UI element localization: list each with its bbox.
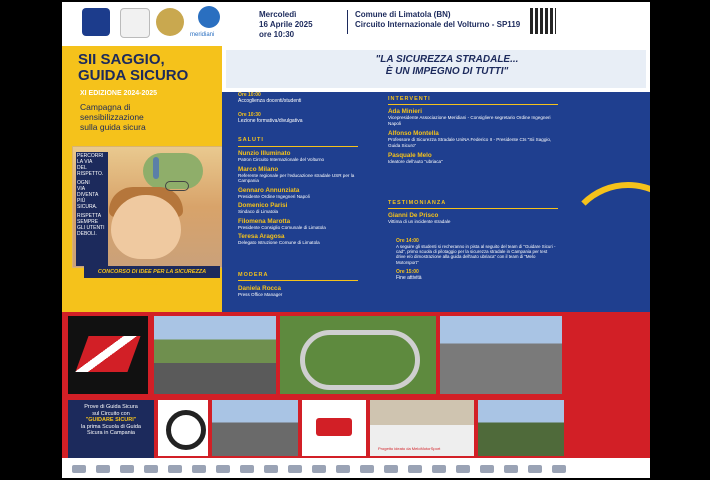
- headline-line1: "LA SICUREZZA STRADALE...: [375, 54, 519, 65]
- interventi-label: INTERVENTI: [388, 96, 431, 102]
- program-item-1: [238, 92, 358, 104]
- guidare-sicuri-box: [68, 400, 154, 458]
- circuit-logo-icon: [75, 336, 140, 372]
- intervento-person-1: [388, 108, 554, 126]
- program-item-2: [238, 112, 358, 124]
- campaign-line3: sulla guida sicura: [80, 122, 146, 132]
- modera-name: Daniela Rocca: [238, 285, 282, 292]
- modera-role: Press Office Manager: [238, 292, 283, 297]
- program-time-1: Ore 10:00: [238, 92, 261, 98]
- headline-quote: [292, 54, 602, 78]
- slogan1-line4: RISPETTO.: [77, 171, 104, 177]
- afternoon-item-2: [396, 269, 556, 281]
- saluti-person-1: [238, 150, 362, 163]
- venue-line1: Comune di Limatola (BN): [355, 10, 451, 19]
- program-desc-2: Lezione formativa/divulgativa: [238, 118, 303, 124]
- slogan3-line3: GLI UTENTI: [77, 225, 105, 231]
- steering-wheel-icon: [166, 410, 206, 450]
- saluti-role-2: Referente regionale per l'educazione stradale USR per la Campania: [238, 172, 355, 183]
- intervento-role-3: Ideatore dell'auto "ubriaca": [388, 159, 443, 164]
- photo-track-start: [154, 316, 276, 394]
- saluti-role-1: Patron Circuito Internazionale del Volturno: [238, 157, 325, 162]
- slogan1-line3: DEL: [77, 165, 87, 171]
- slogan3-line4: DEBOLI.: [77, 231, 97, 237]
- testimonianza-label: TESTIMONIANZA: [388, 200, 447, 206]
- modera-person: [238, 285, 282, 298]
- slogan2-line5: SICURA.: [77, 204, 98, 210]
- sponsor-logo-icon: [480, 465, 494, 473]
- slogan2-line1: OGNI: [77, 180, 90, 186]
- intervento-role-1: Vicepresidente Associazione Meridiani - Consigliere segretario Ordine Ingegneri Napoli: [388, 115, 551, 126]
- sponsor-footer: [62, 460, 650, 478]
- photo-aerial-track: [280, 316, 436, 394]
- bicycle-icon: [165, 181, 189, 191]
- slogan3-line2: SEMPRE: [77, 219, 99, 225]
- sponsor-logo-icon: [72, 465, 86, 473]
- saluti-role-3: Presidente Ordine Ingegneri Napoli: [238, 193, 310, 199]
- testimonianza-person: [388, 212, 450, 225]
- intervento-person-2: [388, 130, 554, 148]
- sponsor-logo-icon: [240, 465, 254, 473]
- afternoon-time-2: Ore 15:00: [396, 268, 419, 275]
- sponsor-logo-icon: [384, 465, 398, 473]
- photo-logo-tile: [68, 316, 148, 394]
- saluti-role-6: Delegato Istruzione Comune di Limatola: [238, 240, 320, 245]
- slogan-box: [76, 152, 108, 266]
- guidare-line1: Prove di Guida Sicura: [84, 404, 138, 410]
- saluti-person-6: [238, 233, 362, 246]
- campaign-line2: sensibilizzazione: [80, 112, 144, 122]
- afternoon-schedule: [396, 238, 556, 281]
- photo-sports-cars: [212, 400, 298, 456]
- sponsor-logo-icon: [264, 465, 278, 473]
- meridiani-logo-icon: [198, 6, 220, 28]
- order-engineers-logo-icon: [156, 8, 184, 36]
- afternoon-item-1: [396, 238, 556, 265]
- melo-logo-icon: [316, 418, 352, 436]
- saluti-person-4: [238, 202, 362, 215]
- modera-divider: [238, 280, 358, 281]
- intervento-name-1: Ada Minieri: [388, 108, 422, 115]
- modera-label: MODERA: [238, 272, 269, 278]
- testimonianza-role: Vittima di un incidente stradale: [388, 219, 451, 224]
- saluti-role-4: Sindaco di Limatola: [238, 209, 279, 214]
- slogan1-line1: PERCORRI: [77, 153, 104, 159]
- saluti-name-3: Gennaro Annunziata: [238, 186, 300, 194]
- sponsor-logo-icon: [216, 465, 230, 473]
- campaign-line1: Campagna di: [80, 102, 131, 112]
- edition-label: XI EDIZIONE 2024-2025: [80, 90, 158, 97]
- sponsor-logo-icon: [144, 465, 158, 473]
- slogan3-line1: RISPETTA: [77, 213, 102, 219]
- sponsor-logo-icon: [288, 465, 302, 473]
- saluti-list: [238, 150, 362, 249]
- photo-drunk-car: [370, 400, 474, 456]
- afternoon-desc-1: A seguire gli studenti si recheranno in pista al seguito del team di "Guidare Sicuri - cad", primo scuola di pilotaggio per la sicurezza stradale in Campania per test drive e/o dimostrazione alla guida dell'auto ubriaca" con il team di "Melo Motorsport": [396, 244, 556, 265]
- meridiani-logo-label: meridiani: [190, 32, 215, 38]
- sponsor-logo-icon: [528, 465, 542, 473]
- event-time: ore 10:30: [259, 30, 295, 39]
- interventi-divider: [388, 104, 558, 105]
- saluti-name-4: Domenico Parisi: [238, 202, 288, 209]
- contest-banner: CONCORSO DI IDEE PER LA SICUREZZA STRADALE: [84, 266, 220, 278]
- sponsor-logo-icon: [120, 465, 134, 473]
- sponsor-logo-icon: [360, 465, 374, 473]
- campaign-description: [80, 102, 146, 132]
- sponsor-logo-icon: [168, 465, 182, 473]
- guidare-line5: Sicura in Campania: [87, 430, 135, 436]
- sponsor-logo-icon: [336, 465, 350, 473]
- intervento-person-3: [388, 152, 554, 165]
- event-date-block: [259, 10, 313, 40]
- sponsor-logo-icon: [312, 465, 326, 473]
- sponsor-logo-icon: [552, 465, 566, 473]
- campaign-title: [78, 52, 188, 84]
- testimonianza-divider: [388, 208, 558, 209]
- saluti-person-2: [238, 166, 362, 184]
- saluti-label: SALUTI: [238, 137, 264, 143]
- program-time-2: Ore 10:30: [238, 112, 261, 118]
- region-emblem-icon: [82, 8, 110, 36]
- intervento-name-3: Pasquale Melo: [388, 152, 432, 159]
- afternoon-time-1: Ore 14:00: [396, 238, 419, 244]
- saluti-divider: [238, 146, 358, 147]
- child-face: [111, 195, 181, 259]
- saluti-name-6: Teresa Aragosa: [238, 233, 285, 240]
- venue-line2: Circuito Internazionale del Volturno - SP119: [355, 20, 521, 29]
- afternoon-desc-2: Fine attività: [396, 274, 422, 281]
- event-day: Mercoledì: [259, 10, 297, 19]
- program-desc-1: Accoglienza docenti/studenti: [238, 98, 302, 104]
- slogan2-line3: DIVENTA: [77, 192, 99, 198]
- slogan2-line2: VIA: [77, 186, 86, 192]
- walker-figure-icon: [153, 157, 159, 179]
- sponsor-logo-icon: [408, 465, 422, 473]
- saluti-person-5: [238, 218, 362, 231]
- sponsor-logo-icon: [192, 465, 206, 473]
- saluti-person-3: [238, 187, 362, 200]
- photo-police-team: [478, 400, 564, 456]
- sponsor-logo-icon: [432, 465, 446, 473]
- car-caption: Progetto ideato da MeloMotorSport: [378, 446, 441, 451]
- title-line1: SII SAGGIO,: [78, 51, 165, 68]
- slogan1-line2: LA VIA: [77, 159, 93, 165]
- anci-logo-icon: [120, 8, 150, 38]
- saluti-name-5: Filomena Marotta: [238, 217, 291, 225]
- intervento-name-2: Alfonso Montella: [388, 130, 439, 137]
- track-loop-shape: [300, 330, 420, 390]
- event-date: 16 Aprile 2025: [259, 20, 313, 29]
- headline-line2: È UN IMPEGNO DI TUTTI": [385, 66, 509, 77]
- intervento-role-2: Professore di Sicurezza Stradale UniNA Federico II - Presidente Cts "Sii Saggio, Guida Sicuro": [388, 137, 552, 148]
- sponsor-logo-icon: [96, 465, 110, 473]
- sponsor-logo-icon: [504, 465, 518, 473]
- header-divider: [347, 10, 348, 34]
- saluti-name-1: Nunzio Illuminato: [238, 150, 291, 157]
- event-poster: [62, 2, 650, 478]
- saluti-name-2: Marco Milano: [238, 165, 279, 173]
- photo-students-group: [440, 316, 562, 394]
- slogan-1: [77, 153, 107, 177]
- sponsor-logo-icon: [456, 465, 470, 473]
- testimonianza-name: Gianni De Prisco: [388, 212, 439, 219]
- qr-code-icon: [530, 8, 556, 34]
- photo-steering-logo: [158, 400, 208, 456]
- slogan2-line4: PIÙ: [77, 198, 86, 204]
- guidare-line3: "GUIDARE SICURI": [85, 417, 137, 423]
- slogan-3: [77, 213, 107, 237]
- slogan-2: [77, 180, 107, 210]
- guidare-line2: sul Circuito con: [92, 410, 130, 417]
- interventi-list: [388, 108, 554, 169]
- program-column: [238, 92, 358, 302]
- saluti-role-5: Presidente Consiglio Comunale di Limatola: [238, 224, 326, 230]
- event-venue-block: [355, 10, 520, 30]
- photo-melo-logo: [302, 400, 366, 456]
- title-line2: GUIDA SICURO: [78, 67, 189, 84]
- guidare-line4: la prima Scuola di Guida: [81, 423, 141, 430]
